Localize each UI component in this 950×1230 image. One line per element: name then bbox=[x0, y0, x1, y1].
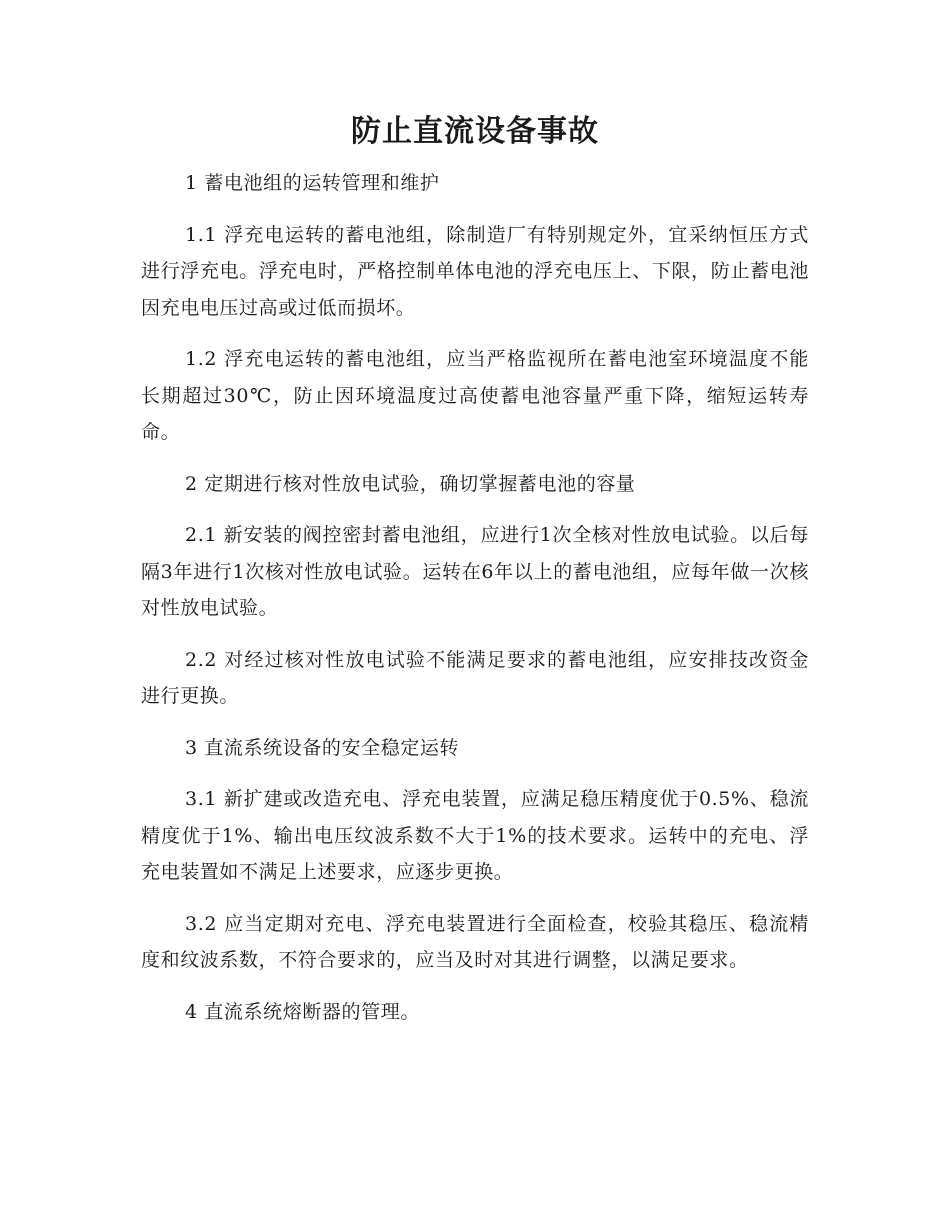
document-body bbox=[141, 165, 809, 1045]
section-heading-1: 1 蓄电池组的运转管理和维护 bbox=[185, 172, 440, 194]
paragraph-3-2: 3.2 应当定期对充电、浮充电装置进行全面检查，校验其稳压、稳流精度和纹波系数，不符合要求的，应当及时对其进行调整，以满足要求。 bbox=[141, 912, 809, 971]
paragraph-2-1: 2.1 新安装的阀控密封蓄电池组，应进行1次全核对性放电试验。以后每隔3年进行1次核对性放电试验。运转在6年以上的蓄电池组，应每年做一次核对性放电试验。 bbox=[141, 524, 809, 619]
paragraph-1-2: 1.2 浮充电运转的蓄电池组，应当严格监视所在蓄电池室环境温度不能长期超过30℃，防止因环境温度过高使蓄电池容量严重下降，缩短运转寿命。 bbox=[141, 348, 809, 443]
section-heading-4: 4 直流系统熔断器的管理。 bbox=[185, 1000, 420, 1023]
section-heading-3: 3 直流系统设备的安全稳定运转 bbox=[185, 736, 460, 759]
paragraph-3-1: 3.1 新扩建或改造充电、浮充电装置，应满足稳压精度优于0.5%、稳流精度优于1%、输出电压纹波系数不大于1%的技术要求。运转中的充电、浮充电装置如不满足上述要求，应逐步更换。 bbox=[141, 788, 809, 883]
document-title: 防止直流设备事故 bbox=[351, 114, 599, 149]
paragraph-2-2: 2.2 对经过核对性放电试验不能满足要求的蓄电池组，应安排技改资金进行更换。 bbox=[141, 648, 809, 707]
paragraph-1-1: 1.1 浮充电运转的蓄电池组，除制造厂有特别规定外，宜采纳恒压方式进行浮充电。浮充电时，严格控制单体电池的浮充电压上、下限，防止蓄电池因充电电压过高或过低而损坏。 bbox=[141, 223, 809, 319]
section-heading-2: 2 定期进行核对性放电试验，确切掌握蓄电池的容量 bbox=[185, 472, 636, 495]
